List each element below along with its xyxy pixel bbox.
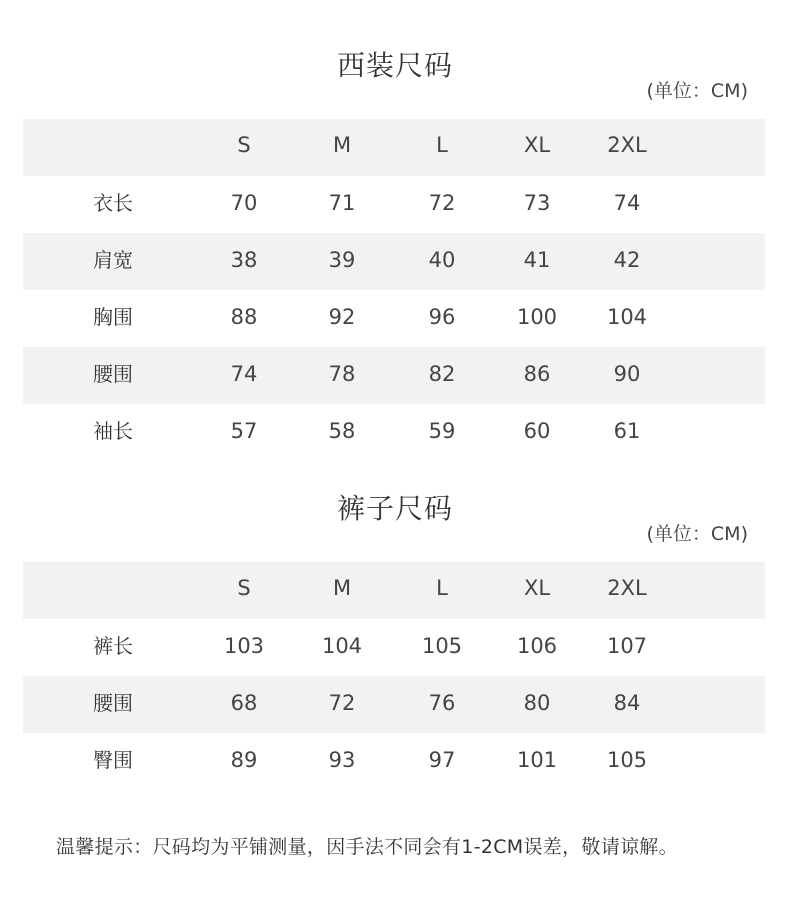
table-row	[23, 733, 765, 790]
table-cell: 39	[328, 248, 356, 272]
table-cell: 38	[230, 248, 258, 272]
table-cell: 78	[328, 362, 356, 386]
table-cell: 59	[428, 419, 456, 443]
table-row	[23, 176, 765, 233]
table-cell: 97	[428, 748, 456, 772]
row-label: 胸围	[93, 305, 133, 329]
table-cell: 68	[230, 691, 258, 715]
table-cell: 96	[428, 305, 456, 329]
row-label: 袖长	[93, 419, 133, 443]
table-cell: 71	[328, 191, 356, 215]
table-cell: 103	[223, 634, 265, 658]
table-cell: 105	[421, 634, 463, 658]
header-size-m: M	[332, 133, 352, 157]
row-label: 衣长	[93, 191, 133, 215]
table-cell: 70	[230, 191, 258, 215]
suit-unit-label: (单位：CM)	[646, 80, 748, 102]
table-cell: 106	[516, 634, 558, 658]
suit-size-title: 西装尺码	[336, 49, 453, 82]
table-row	[23, 619, 765, 676]
pants-size-title: 裤子尺码	[336, 492, 453, 525]
table-cell: 41	[523, 248, 551, 272]
pants-unit-label: (单位：CM)	[646, 523, 748, 545]
table-cell: 80	[523, 691, 551, 715]
table-cell: 74	[230, 362, 258, 386]
table-cell: 72	[328, 691, 356, 715]
row-label: 腰围	[93, 362, 133, 386]
table-cell: 104	[606, 305, 648, 329]
header-size-2xl: 2XL	[607, 133, 647, 157]
header-size-xl: XL	[523, 133, 551, 157]
table-cell: 73	[523, 191, 551, 215]
table-cell: 72	[428, 191, 456, 215]
table-cell: 88	[230, 305, 258, 329]
table-cell: 86	[523, 362, 551, 386]
table-cell: 104	[321, 634, 363, 658]
table-cell: 89	[230, 748, 258, 772]
table-cell: 84	[613, 691, 641, 715]
table-row	[23, 404, 765, 461]
pants-size-table	[23, 562, 765, 790]
table-cell: 93	[328, 748, 356, 772]
header-size-m: M	[332, 576, 352, 600]
row-label: 裤长	[93, 634, 133, 658]
header-size-l: L	[436, 133, 448, 157]
table-row	[23, 347, 765, 404]
table-header-row	[23, 119, 765, 176]
table-cell: 107	[606, 634, 648, 658]
table-cell: 60	[523, 419, 551, 443]
header-size-l: L	[436, 576, 448, 600]
measurement-note: 温馨提示：尺码均为平铺测量，因手法不同会有1-2CM误差，敬请谅解。	[56, 836, 678, 858]
row-label: 肩宽	[93, 248, 133, 272]
table-cell: 76	[428, 691, 456, 715]
table-cell: 101	[516, 748, 558, 772]
table-row	[23, 676, 765, 733]
table-cell: 42	[613, 248, 641, 272]
table-cell: 82	[428, 362, 456, 386]
suit-size-table	[23, 119, 765, 461]
table-cell: 105	[606, 748, 648, 772]
table-cell: 58	[328, 419, 356, 443]
table-cell: 92	[328, 305, 356, 329]
row-label: 臀围	[93, 748, 133, 772]
table-row	[23, 290, 765, 347]
table-cell: 57	[230, 419, 258, 443]
table-cell: 90	[613, 362, 641, 386]
table-cell: 40	[428, 248, 456, 272]
table-cell: 100	[516, 305, 558, 329]
table-row	[23, 233, 765, 290]
row-label: 腰围	[93, 691, 133, 715]
header-size-xl: XL	[523, 576, 551, 600]
header-size-2xl: 2XL	[607, 576, 647, 600]
header-size-s: S	[237, 576, 251, 600]
table-cell: 61	[613, 419, 641, 443]
header-size-s: S	[237, 133, 251, 157]
table-cell: 74	[613, 191, 641, 215]
table-header-row	[23, 562, 765, 619]
